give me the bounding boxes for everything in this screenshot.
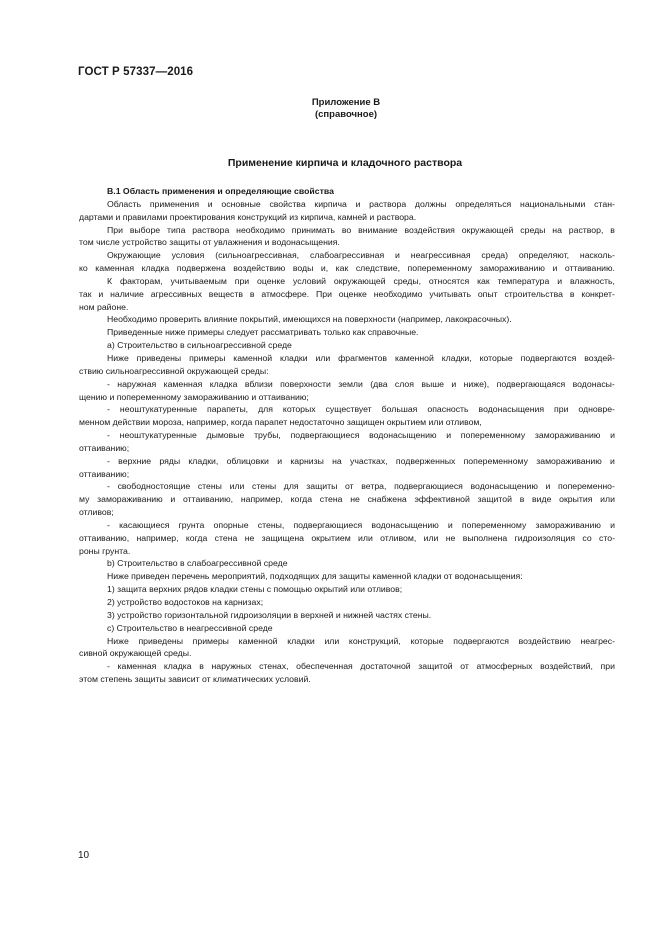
text-line: ко каменная кладка подвержена воздействию воды и, как следствие, попеременному замораживанию и оттаиванию. bbox=[79, 263, 615, 274]
text-line: a) Строительство в сильноагрессивной среде bbox=[107, 340, 292, 351]
text-line: Ниже приведены примеры каменной кладки или фрагментов каменной кладки, которые подвергаются воздей- bbox=[107, 352, 615, 363]
text-line: Ниже приведен перечень мероприятий, подходящих для защиты каменной кладки от водонасыщения: bbox=[107, 571, 523, 582]
text-line: - каменная кладка в наружных стенах, обеспеченная достаточной защитой от атмосферных воздействий, при bbox=[107, 661, 615, 672]
text-line: - наружная каменная кладка вблизи поверхности земли (два слоя выше и ниже), подвергающаяся водонасы- bbox=[107, 378, 615, 389]
text-line: Приведенные ниже примеры следует рассматривать только как справочные. bbox=[107, 327, 419, 338]
text-line: Окружающие условия (сильноагрессивная, слабоагрессивная и неагрессивная среда) определяют, насколь- bbox=[107, 250, 615, 261]
text-line: 3) устройство горизонтальной гидроизоляции в верхней и нижней частях стены. bbox=[107, 609, 432, 620]
text-line: ном районе. bbox=[79, 301, 129, 312]
text-line: - верхние ряды кладки, облицовки и карнизы на участках, подверженных попеременному замораживанию и bbox=[107, 455, 615, 466]
text-line: 1) защита верхних рядов кладки стены с помощью окрытий или отливов; bbox=[107, 584, 403, 595]
text-line: К факторам, учитываемым при оценке условий окружающей среды, относятся как температура и влажность, bbox=[107, 275, 615, 286]
page-number: 10 bbox=[78, 850, 90, 861]
text-line: Область применения и основные свойства кирпича и раствора должны определяться национальными стан- bbox=[107, 198, 615, 209]
text-line: b) Строительство в слабоагрессивной среде bbox=[107, 558, 288, 569]
text-line: отливов; bbox=[79, 507, 114, 518]
text-line: - касающиеся грунта опорные стены, подвергающиеся водонасыщению и попеременному замораживанию и bbox=[107, 519, 615, 530]
text-line: - неоштукатуренные дымовые трубы, подвергающиеся водонасыщению и попеременному замораживанию и bbox=[107, 430, 615, 441]
section-heading: В.1 Область применения и определяющие свойства bbox=[107, 186, 334, 196]
text-line: c) Строительство в неагрессивной среде bbox=[107, 622, 273, 633]
text-line: менном действии мороза, например, когда парапет недостаточно защищен окрытием или отливом, bbox=[79, 417, 482, 428]
body-text bbox=[79, 185, 615, 686]
text-line: том числе устройство защиты от увлажнения и водонасыщения. bbox=[79, 237, 340, 248]
text-line: При выборе типа раствора необходимо принимать во внимание воздействия окружающей среды на раствор, в bbox=[107, 224, 615, 235]
text-line: так и наличие агрессивных веществ в атмосфере. При оценке необходимо учитывать опыт строительства в конкрет- bbox=[79, 288, 615, 299]
text-line: оттаиванию; bbox=[79, 468, 130, 479]
page-title: Применение кирпича и кладочного раствора bbox=[227, 157, 463, 169]
standard-header: ГОСТ Р 57337—2016 bbox=[78, 66, 194, 78]
text-line: этом степень защиты зависит от климатических условий. bbox=[79, 674, 311, 685]
appendix-label: Приложение В bbox=[311, 97, 381, 108]
text-line: Ниже приведены примеры каменной кладки или конструкций, которые подвергаются воздействию неагрес- bbox=[107, 635, 615, 646]
text-line: 2) устройство водостоков на карнизах; bbox=[107, 597, 264, 607]
text-line: му замораживанию и оттаиванию, например, когда стена не снабжена эффективной защитой в виде окрытия или bbox=[79, 494, 615, 505]
text-line: оттаиванию, например, когда стена не защищена окрытием или отливом, или не выполнена гидроизоляция со сто- bbox=[79, 532, 615, 543]
appendix-note: (справочное) bbox=[314, 109, 378, 120]
text-line: роны грунта. bbox=[79, 545, 131, 556]
text-line: оттаиванию; bbox=[79, 442, 130, 453]
text-line: щению и попеременному замораживанию и оттаиванию; bbox=[79, 391, 309, 402]
text-line: - неоштукатуренные парапеты, для которых существует большая опасность водонасыщения при одновре- bbox=[107, 404, 615, 415]
text-line: сивной окружающей среды. bbox=[79, 648, 192, 659]
text-line: - свободностоящие стены или стены для защиты от ветра, подвергающиеся водонасыщению и попеременно- bbox=[107, 481, 615, 492]
text-line: ствию сильноагрессивной окружающей среды: bbox=[79, 365, 269, 376]
text-line: Необходимо проверить влияние покрытий, имеющихся на поверхности (например, лакокрасочных). bbox=[107, 314, 512, 325]
text-line: дартами и правилами проектирования конструкций из кирпича, камней и раствора. bbox=[79, 211, 417, 222]
